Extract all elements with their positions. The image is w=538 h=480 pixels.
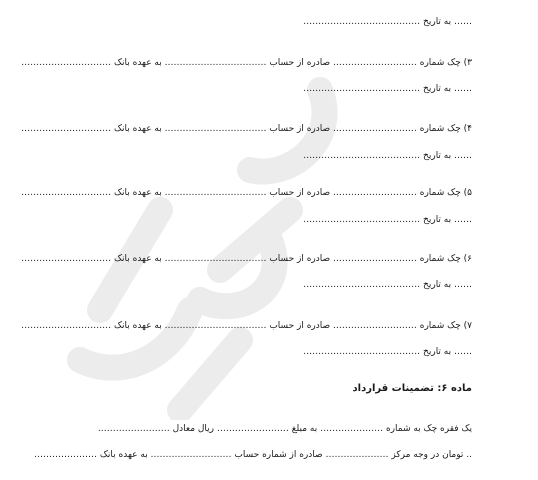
cheque-5-line: ۵) چک شماره ………………………. صادره از حساب ……………………………. به عهده بانک ………………………… [21, 188, 472, 198]
cheque-6-line: ۶) چک شماره ………………………. صادره از حساب ……………………………. به عهده بانک ………………………… [21, 254, 472, 264]
cheque-2-date: …… به تاریخ ………………………………… [303, 17, 472, 27]
cheque-7-date: …… به تاریخ ………………………………… [303, 347, 472, 357]
section-title: ماده ۶: تضمینات قرارداد [352, 383, 472, 394]
guarantee-line-2: .. تومان در وجه مرکز ………………… صادره از شماره حساب ……………………… به عهده بانک ………………… [34, 450, 472, 460]
cheque-3-date: …… به تاریخ ………………………………… [303, 84, 472, 94]
cheque-6-date: …… به تاریخ ………………………………… [303, 280, 472, 290]
cheque-4-date: …… به تاریخ ………………………………… [303, 151, 472, 161]
guarantee-line-1: یک فقره چک به شماره ………………… به مبلغ …………………… ریال معادل …………………… [97, 424, 472, 434]
cheque-3-line: ۳) چک شماره ………………………. صادره از حساب ……………………………. به عهده بانک ………………………… [21, 58, 472, 68]
cheque-5-date: …… به تاریخ ………………………………… [303, 215, 472, 225]
cheque-4-line: ۴) چک شماره ………………………. صادره از حساب ……………………………. به عهده بانک ………………………… [21, 124, 472, 134]
cheque-7-line: ۷) چک شماره ………………………. صادره از حساب ……………………………. به عهده بانک ………………………… [21, 321, 472, 331]
watermark-logo [40, 60, 360, 420]
